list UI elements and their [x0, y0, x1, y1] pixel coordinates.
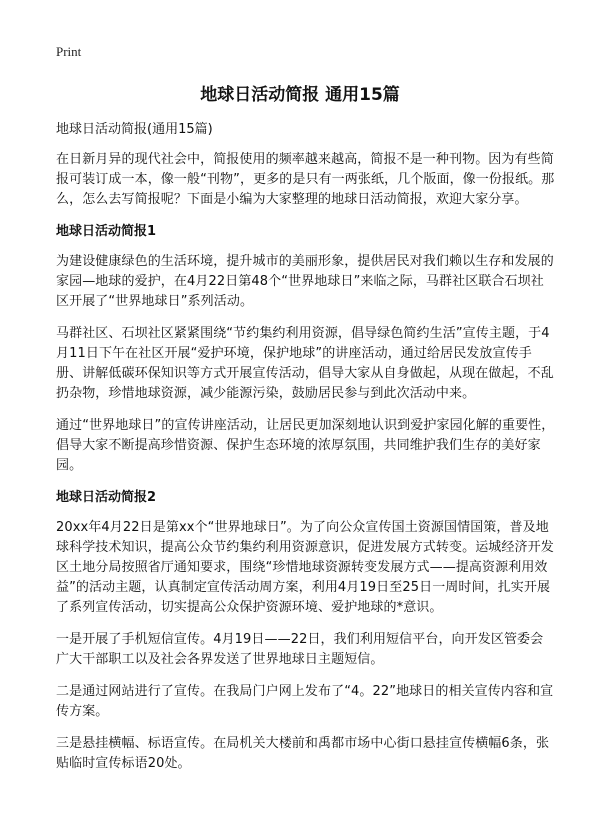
section-paragraph: 通过“世界地球日”的宣传讲座活动，让居民更加深刻地认识到爱护家园化解的重要性，倡导大家不断提高珍惜资源、保护生态环境的浓厚氛围，共同维护我们生存的美好家园。	[56, 418, 555, 473]
section-paragraph: 一是开展了手机短信宣传。4月19日——22日，我们利用短信平台，向开发区管委会广大干部职工以及社会各界发送了世界地球日主题短信。	[56, 632, 544, 667]
print-link[interactable]: Print	[56, 44, 82, 59]
section-paragraph: 20xx年4月22日是第xx个“世界地球日”。为了向公众宣传国土资源国情国策，普及地球科学技术知识，提高公众节约集约利用资源意识，促进发展方式转变。运城经济开发区土地分局按照省厅通知要求，围绕“珍惜地球资源转变发展方式——提高资源利用效益”的活动主题，认真制定宣传活动周方案，利用4月19日至25日一周时间，扎实开展了系列宣传活动，切实提高公众保护资源环境、爱护地球的*意识。	[56, 520, 554, 615]
section-1	[56, 222, 556, 476]
page-title: 地球日活动简报 通用15篇	[200, 85, 400, 105]
section-paragraph: 三是悬挂横幅、标语宣传。在局机关大楼前和禹都市场中心街口悬挂宣传横幅6条，张贴临时宣传标语20处。	[56, 736, 550, 771]
intro-paragraph: 在日新月异的现代社会中，简报使用的频率越来越高，简报不是一种刊物。因为有些简报可装订成一本，像一般“刊物”，更多的是只有一两张纸，几个版面，像一份报纸。那么，怎么去写简报呢？下面是小编为大家整理的地球日活动简报，欢迎大家分享。	[56, 152, 555, 207]
section-paragraph: 二是通过网站进行了宣传。在我局门户网上发布了“4。22”地球日的相关宣传内容和宣传方案。	[56, 684, 554, 719]
section-heading: 地球日活动简报2	[56, 490, 157, 505]
document-subtitle: 地球日活动简报(通用15篇)	[56, 122, 213, 137]
section-heading: 地球日活动简报1	[56, 224, 157, 239]
document-content	[56, 120, 556, 786]
section-2	[56, 488, 556, 774]
section-paragraph: 为建设健康绿色的生活环境，提升城市的美丽形象，提供居民对我们赖以生存和发展的家园—地球的爱护，在4月22日第48个“世界地球日”来临之际，马群社区联合石坝社区开展了“世界地球日”系列活动。	[56, 254, 554, 309]
section-paragraph: 马群社区、石坝社区紧紧围绕“节约集约利用资源，倡导绿色简约生活”宣传主题，于4月11日下午在社区开展“爱护环境，保护地球”的讲座活动，通过给居民发放宣传手册、讲解低碳环保知识等方式开展宣传活动，倡导大家从自身做起，从现在做起，不乱扔杂物，珍惜地球资源，减少能源污染，鼓励居民参与到此次活动中来。	[56, 326, 554, 401]
